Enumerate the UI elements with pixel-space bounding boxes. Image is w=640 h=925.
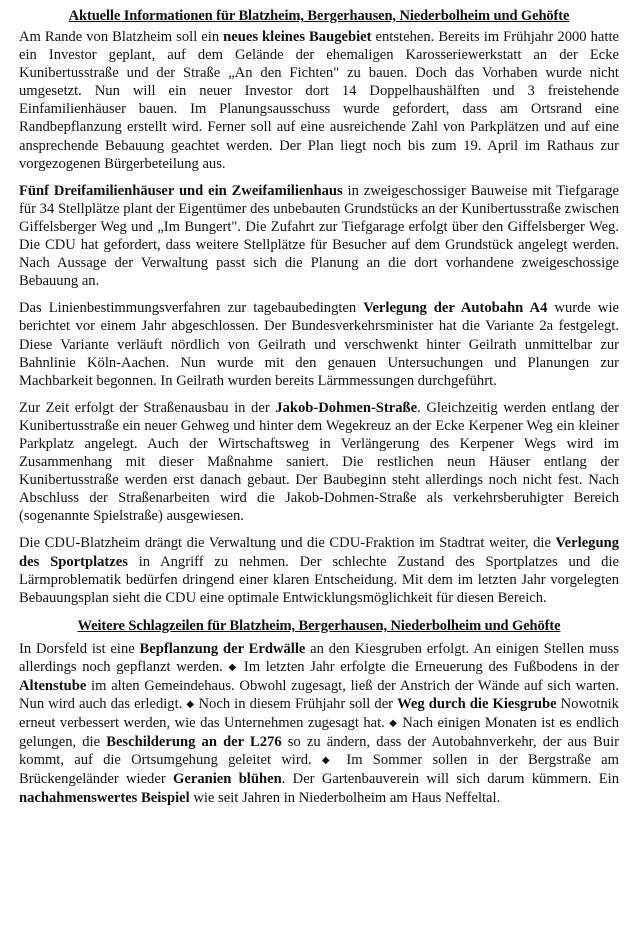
text-span: wurde wie berichtet vor einem Jahr abgeschlossen. Der Bundesverkehrsminister hat die Variante 2a festgelegt. Diese Variante verläuft nördlich von Geilrath und verschwenkt hinter Geilrath unmittelbar zur Bahnlinie Köln-Aachen. Nun wurde mit den genauen Untersuchungen und Planungen zur Machbarkeit begonnen. In Geilrath wurden bereits Lärmmessungen durchgeführt. [19,300,619,389]
text-span: Nowotnik erneut verbessert werden, wie das Unternehmen zugesagt hat. [19,696,619,732]
paragraph-multi-family-houses [19,182,619,291]
bold-highlight: Beschilderung an der L276 [106,734,282,751]
text-span: im alten Gemeindehaus. Obwohl zugesagt, ließ der Anstrich der Wände auf sich warten. Nun wird auch das erledigt. [19,678,619,713]
bold-highlight: nachahmenswertes Beispiel [19,789,190,806]
text-span: In Dorsfeld ist eine [19,640,140,657]
diamond-bullet-icon: ◆ [321,755,337,767]
text-span: Im Sommer sollen in der Bergstraße am Brückengeländer wieder [19,752,619,788]
text-span: in Angriff zu nehmen. Der schlechte Zustand des Sportplatzes und die Lärmproblematik bedürfen dringend einer klaren Entscheidung. Mit dem im letzten Jahr vorgelegten Bebauungsplan sieht die CDU eine optimale Entwicklungsmöglichkeit für diesen Bereich. [19,553,619,606]
text-span: in zweigeschossiger Bauweise mit Tiefgarage für 34 Stellplätze plant der Eigentümer des unbebauten Grundstücks an der Kunibertusstraße zwischen Giffelsberger Weg und „Im Bungert". Die Zufahrt zur Tiefgarage erfolgt über den Giffelsberger Weg. Die CDU hat gefordert, dass weitere Stellplätze für Besucher auf dem Grundstück angelegt werden. Nach Aussage der Verwaltung passt sich die Planung an die dort vorhandene zweigeschossige Bebauung an. [19,182,619,290]
bold-highlight: Fünf Dreifamilienhäuser und ein Zweifamilienhaus [19,182,343,199]
bold-highlight: Verlegung des Sportplatzes [19,535,619,570]
bold-highlight: Altenstube [19,678,87,694]
text-span: wie seit Jahren in Niederbolheim am Haus Neffeltal. [189,789,501,806]
text-span: Am Rande von Blatzheim soll ein [19,29,224,45]
diamond-bullet-icon: ◆ [186,699,195,711]
text-span: . Der Gartenbauverein will sich darum kümmern. Ein [281,771,619,788]
text-span: an den Kiesgruben erfolgt. An einigen Stellen muss allerdings noch gepflanzt werden. [19,640,619,675]
bold-highlight: Verlegung der Autobahn A4 [363,300,548,317]
diamond-bullet-icon: ◆ [228,661,239,673]
text-span: Das Linienbestimmungsverfahren zur tagebaubedingten [19,300,364,317]
diamond-bullet-icon: ◆ [389,718,398,730]
bold-highlight: Geranien blühen [173,771,282,788]
text-span: entstehen. Bereits im Frühjahr 2000 hatte ein Investor geplant, auf dem Gelände der ehemaligen Karosseriewerkstatt an der Ecke Kunibertusstraße und der Straße „An den Fichten" zu bauen. Doch das Vorhaben wurde nicht umgesetzt. Nun will ein neuer Investor dort 14 Doppelhaushälften und 3 freistehende Einfamilienhäuser bauen. Im Planungsausschuss wurde gefordert, dass am Ortsrand eine Randbepflanzung erstellt wird. Ferner soll auf eine ausreichende Zahl von Parkplätzen und auf eine ansprechende Bebauung geachtet werden. Der Plan liegt noch bis zum 19. April im Rathaus zur vorgezogenen Bürgerbeteilung aus. [19,29,619,172]
paragraph-new-building-area [19,28,619,173]
paragraph-autobahn-a4 [19,299,619,389]
text-span: . Gleichzeitig werden entlang der Kunibertusstraße ein neuer Gehweg und hinter dem Wegekreuz an der Ecke Kerpener Weg ein kleiner Parkplatz angelegt. Auch der Wirtschaftsweg in Verlängerung des Kerpener Wegs wird im Zusammenhang mit dieser Maßnahme saniert. Die restlichen neun Häuser entlang der Kunibertusstraße werden erst danach gebaut. Der Baubeginn steht allerdings noch nicht fest. Nach Abschluss der Straßenarbeiten wird die Jakob-Dohmen-Straße als verkehrsberuhigter Bereich (sogenannte Spielstraße) ausgewiesen. [19,399,619,525]
bold-highlight: Weg durch die Kiesgrube [397,696,557,713]
text-span: Zur Zeit erfolgt der Straßenausbau in der [19,399,276,416]
section-heading-current-info: Aktuelle Informationen für Blatzheim, Bergerhausen, Niederbolheim und Gehöfte [68,8,570,24]
text-span: Die CDU-Blatzheim drängt die Verwaltung und die CDU-Fraktion im Stadtrat weiter, die [19,535,556,552]
bold-highlight: neues kleines Baugebiet [223,29,372,45]
paragraph-headlines [19,640,619,807]
text-span: Im letzten Jahr erfolgte die Erneuerung des Fußbodens in der [238,658,619,675]
paragraph-jakob-dohmen-strasse [19,399,619,526]
section-heading-more-headlines: Weitere Schlagzeilen für Blatzheim, Bergerhausen, Niederbolheim und Gehöfte [77,617,561,634]
paragraph-sports-field [19,534,619,606]
text-span: Nach einigen Monaten ist es endlich gelungen, die [19,715,619,751]
bold-highlight: Bepflanzung der Erdwälle [139,640,306,657]
text-span: Noch in diesem Frühjahr soll der [194,696,398,713]
bold-highlight: Jakob-Dohmen-Straße [275,399,418,416]
text-span: so zu ändern, dass der Autobahnverkehr, der aus Buir kommt, auf die Ortsumgehung geleitet wird. [19,734,619,769]
